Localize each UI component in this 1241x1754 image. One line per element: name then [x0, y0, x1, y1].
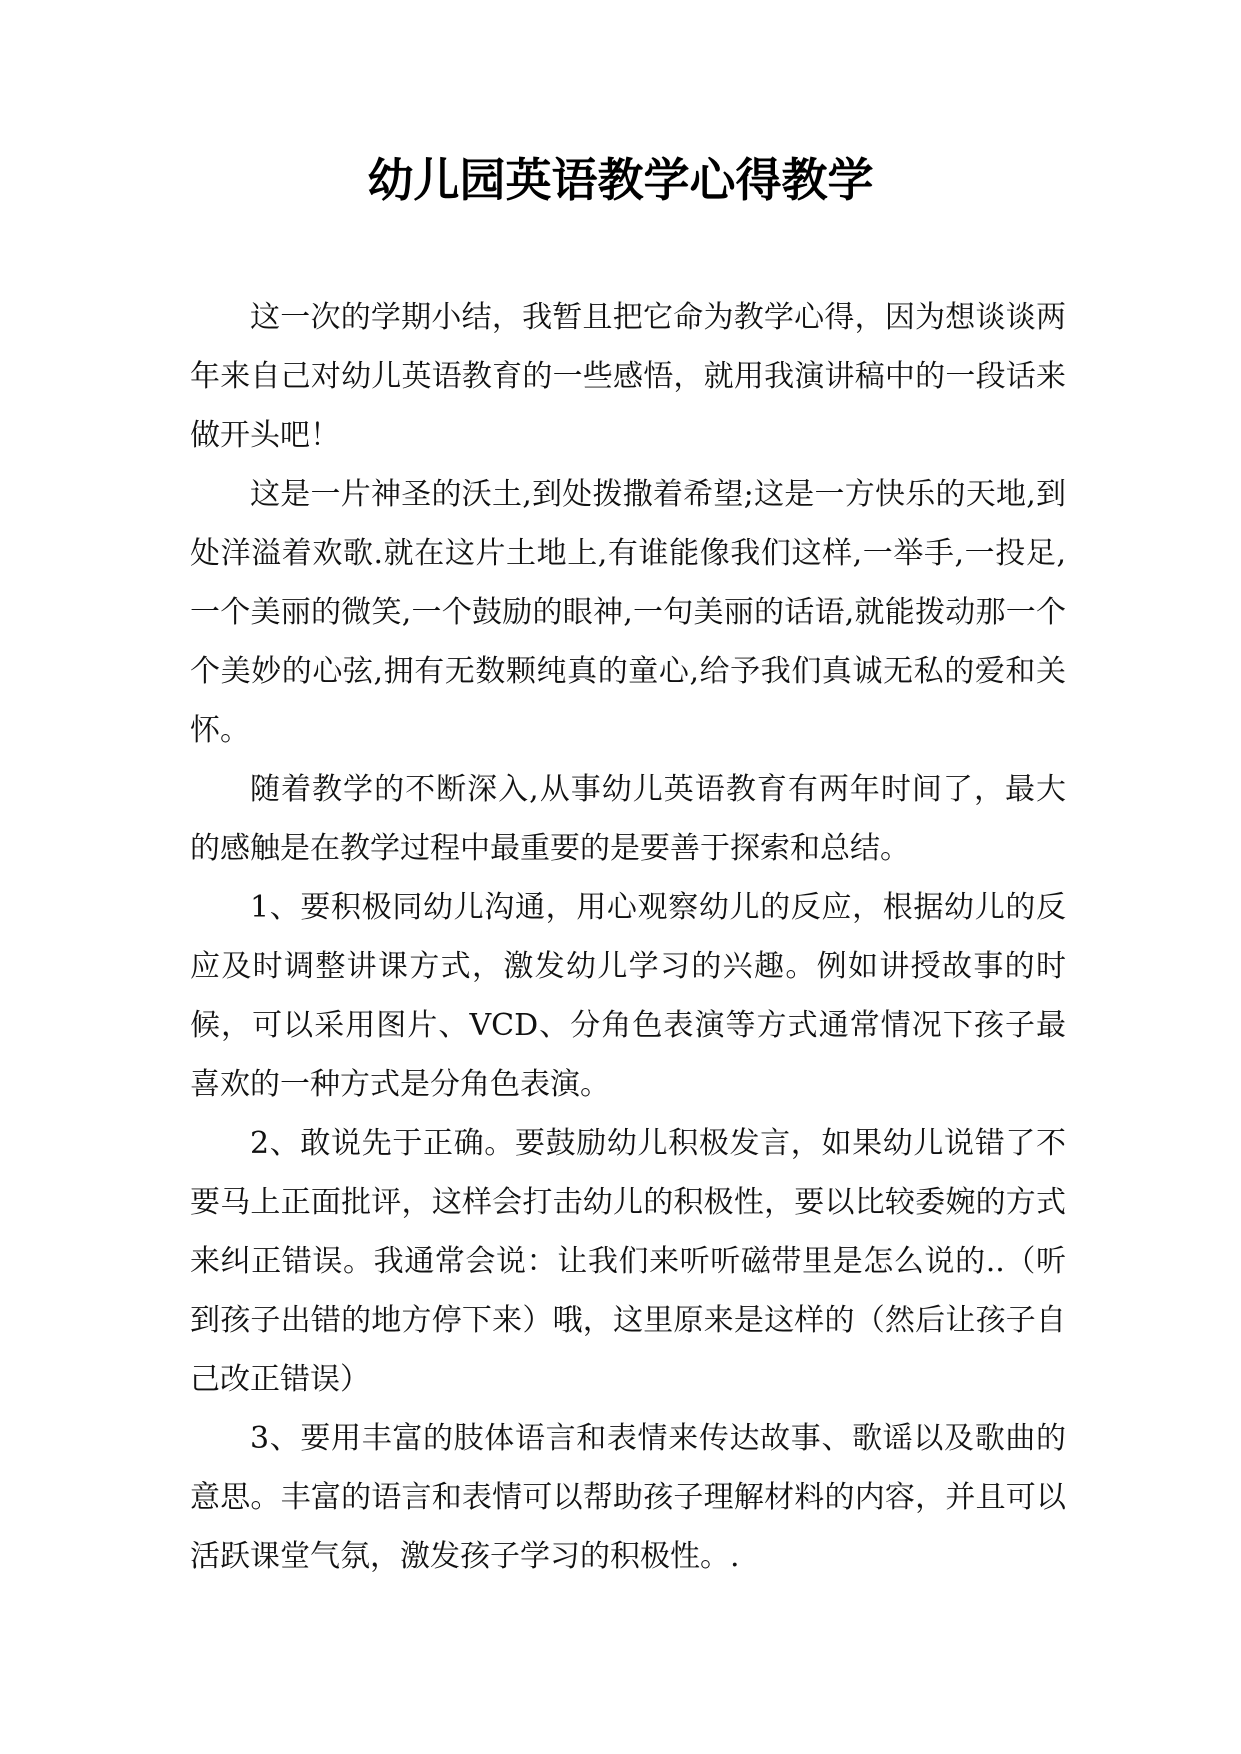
- paragraph-reflection: 随着教学的不断深入,从事幼儿英语教育有两年时间了，最大的感触是在教学过程中最重要的是要善于探索和总结。: [190, 772, 1066, 866]
- document-body: [190, 288, 1066, 1586]
- paragraph-point-1: 1、要积极同幼儿沟通，用心观察幼儿的反应，根据幼儿的反应及时调整讲课方式，激发幼儿学习的兴趣。例如讲授故事的时候，可以采用图片、VCD、分角色表演等方式通常情况下孩子最喜欢的一种方式是分角色表演。: [190, 890, 1066, 1102]
- document-title: 幼儿园英语教学心得教学: [367, 153, 874, 207]
- paragraph-intro: 这一次的学期小结，我暂且把它命为教学心得，因为想谈谈两年来自己对幼儿英语教育的一些感悟，就用我演讲稿中的一段话来做开头吧！: [190, 300, 1066, 453]
- paragraph-quote: 这是一片神圣的沃土,到处拨撒着希望;这是一方快乐的天地,到处洋溢着欢歌.就在这片土地上,有谁能像我们这样,一举手,一投足,一个美丽的微笑,一个鼓励的眼神,一句美丽的话语,就能拨动那一个个美妙的心弦,拥有无数颗纯真的童心,给予我们真诚无私的爱和关怀。: [190, 477, 1066, 748]
- paragraph-point-2: 2、敢说先于正确。要鼓励幼儿积极发言，如果幼儿说错了不要马上正面批评，这样会打击幼儿的积极性，要以比较委婉的方式来纠正错误。我通常会说：让我们来听听磁带里是怎么说的..（听到孩子出错的地方停下来）哦，这里原来是这样的（然后让孩子自己改正错误）: [190, 1126, 1066, 1397]
- paragraph-point-3: 3、要用丰富的肢体语言和表情来传达故事、歌谣以及歌曲的意思。丰富的语言和表情可以帮助孩子理解材料的内容，并且可以活跃课堂气氛，激发孩子学习的积极性。.: [190, 1421, 1066, 1574]
